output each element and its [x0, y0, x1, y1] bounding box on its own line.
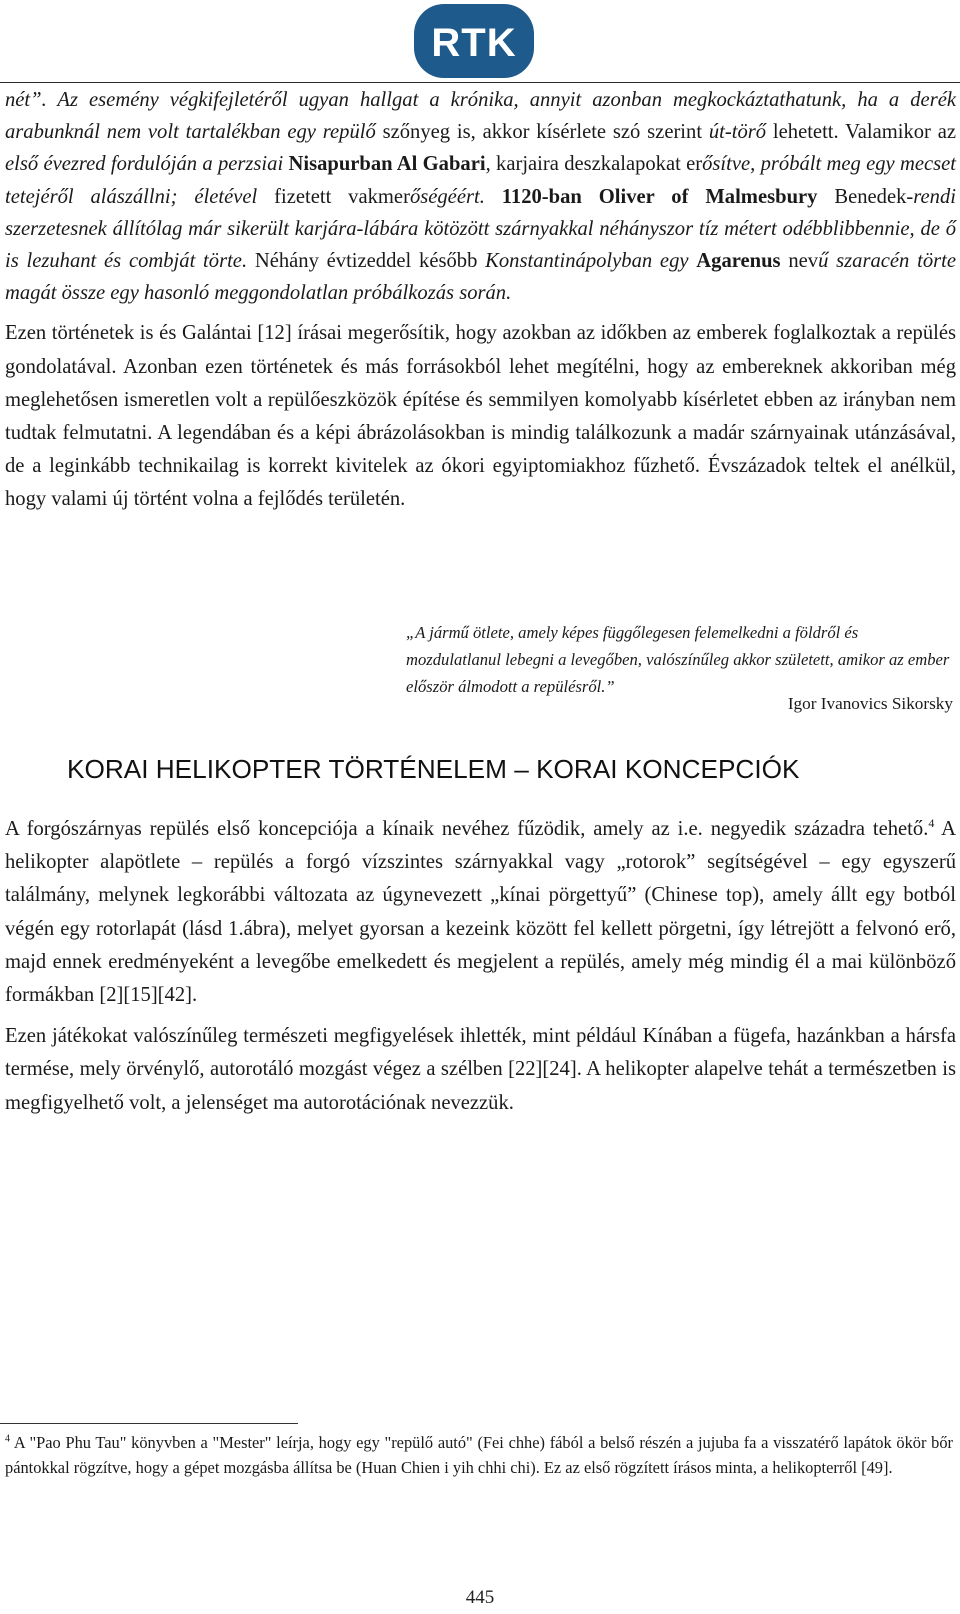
section-paragraph-1 [5, 813, 956, 1012]
text-run: rendi szerzetesnek állítólag már sikerült karjára-lábára kötözött szárnyakkal néhányszor tíz métert odébblibbennie, de ő is lezuhant és combját törte. [5, 185, 956, 273]
section-paragraph-2 [5, 1020, 956, 1120]
footnote-text: A "Pao Phu Tau" könyvben a "Mester" leírja, hogy egy "repülő autó" (Fei chhe) fából a belső részén a jujuba fa a visszatérő lapátok ökör bőr pántokkal rögzítve, hogy a gépet mozgásba állítsa be (Huan Chien i yih chhi chi). Ez az első rögzített írásos minta, a helikopterről [49]. [5, 1433, 953, 1478]
paragraph-2 [5, 317, 956, 516]
text-run: őségéért. [409, 185, 485, 208]
text-run: 1120-ban Oliver of Malmesbury [501, 185, 818, 208]
header-rule [0, 82, 960, 83]
rtk-logo [414, 4, 534, 78]
epigraph-quote: „A jármű ötlete, amely képes függőlegesen felemelkedni a földről és mozdulatlanul lebegni a levegőben, valószínűleg akkor született, amikor az ember először álmodott a repülésről.” [406, 623, 950, 697]
text-run: A forgószárnyas repülés első koncepciója a kínaik nevéhez fűzödik, amely az i.e. negyedik századra tehető. [5, 818, 929, 840]
text-run: , karjaira deszkalapokat er [485, 153, 703, 176]
footnote-rule [0, 1423, 298, 1424]
footnote [5, 1430, 953, 1481]
epigraph-author: Igor Ivanovics Sikorsky [787, 694, 953, 713]
section-text [5, 813, 956, 1120]
text-run: ű szaracén törte magát össze egy hasonló meggondolatlan próbálkozás során. [5, 250, 956, 305]
text-run: lehetett. Valamikor az [766, 121, 956, 144]
text-run: Benedek- [817, 185, 914, 208]
page-number: 445 [465, 1587, 495, 1608]
text-run: nét”. Az esemény végkifejletéről ugyan hallgat a krónika, annyit azonban megkockáztathatunk, ha a derék arabunknál nem volt tartalékban egy repülő [5, 89, 956, 144]
text-run: Konstantinápolyban egy [485, 250, 689, 273]
logo-text: RTK [431, 21, 517, 65]
text-run: A helikopter alapötlete – repülés a forgó vízszintes szárnyakkal vagy „rotorok” segítségével – egy egyszerű találmány, melynek legkorábbi változata az úgynevezett „kínai pörgettyű” (Chinese top), amely állt egy botból végén egy rotorlapát (lásd 1.ábra), melyet gyorsan a kezeink között fel kellett pörgetni, így létrejött a felvonó erő, majd ennek eredményeként a levegőbe emelkedett és megjelent a repülés, amely még mindig él a mai különböző formákban [2][15][42]. [5, 818, 956, 1007]
text-run: évezred fordulóján a perzsiai [43, 153, 284, 176]
text-run: fizetett vakmer [257, 185, 410, 208]
text-run: ősítve, próbált meg egy mecset tetejéről alászállni; életével [5, 153, 957, 208]
text-run: Ezen játékokat valószínűleg természeti megfigyelések ihlették, mint például Kínában a fügefa, hazánkban a hársfa termése, mely örvénylő, autorotáló mozgást végez a szélben [22][24]. A helikopter alapelve tehát a természetben is megfigyelhető volt, a jelenséget ma autorotációnak nevezzük. [5, 1025, 956, 1114]
text-run: Agarenus [696, 250, 781, 273]
footnote-marker: 4 [5, 1433, 10, 1445]
section-title: KORAI HELIKOPTER TÖRTÉNELEM – KORAI KONCEPCIÓK [67, 754, 800, 784]
intro-text [5, 84, 956, 517]
text-run: Ezen történetek is és Galántai [12] írásai megerősítik, hogy azokban az időkben az emberek foglalkoztak a repülés gondolatával. Azonban ezen történetek és más forrásokból lehet megítélni, hogy az embereknek akkoriban még meglehetősen ismeretlen volt a repülőeszközök építése és semmilyen komolyabb kísérletet ebben az irányban nem tudtak felmutatni. A legendában és a képi ábrázolásokban is mindig találkozunk a madár szárnyainak utánzásával, de a leginkább technikailag is korrekt kivitelek az ókori egyiptomiakhoz fűzhető. Évszázadok teltek el anélkül, hogy valami új történt volna a fejlődés területén. [5, 322, 956, 511]
text-run: Nisapurban Al Gabari [288, 153, 486, 176]
text-run: nev [780, 250, 819, 273]
text-run [485, 186, 502, 208]
footnote-reference: 4 [928, 816, 935, 831]
text-run: Néhány évtizeddel később [247, 250, 486, 273]
paragraph-1 [5, 84, 956, 309]
text-run: első [5, 153, 39, 176]
text-run: út-törő [708, 121, 767, 144]
text-run: szőnyeg is, akkor kísérlete szó szerint [382, 121, 709, 144]
